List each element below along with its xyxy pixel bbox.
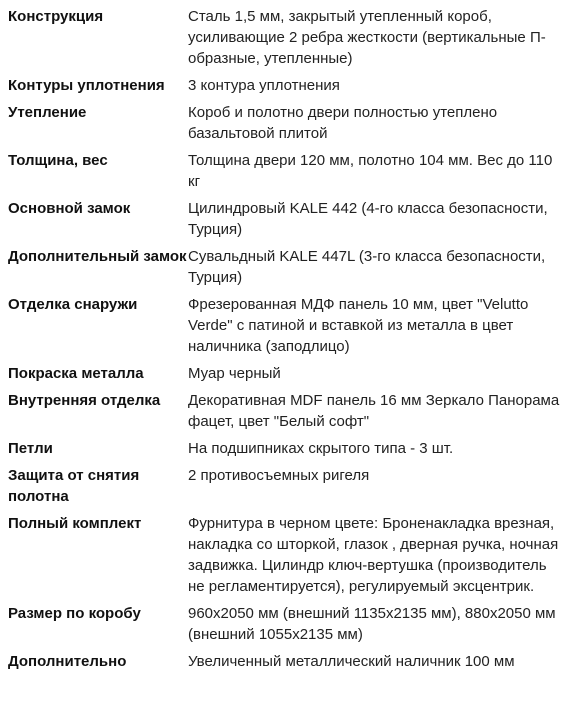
spec-value: Увеличенный металлический наличник 100 мм (188, 653, 515, 670)
spec-row-outer-finish (0, 294, 576, 357)
spec-value: Сталь 1,5 мм, закрытый утепленный короб, усиливающие 2 ребра жесткости (вертикальные П-образные, утепленные) (188, 8, 546, 67)
spec-value: 2 противосъемных ригеля (188, 467, 370, 484)
spec-label: Толщина, вес (8, 152, 108, 169)
spec-value: Муар черный (188, 365, 281, 382)
spec-value: На подшипниках скрытого типа - 3 шт. (188, 440, 454, 457)
spec-value: 3 контура уплотнения (188, 77, 340, 94)
spec-label: Петли (8, 440, 53, 457)
spec-value: Фрезерованная МДФ панель 10 мм, цвет "Velutto Verde" с патиной и вставкой из металла в цвет наличника (заподлицо) (188, 296, 529, 355)
spec-row-thickness-weight (0, 150, 576, 192)
spec-label: Полный комплект (8, 515, 142, 532)
spec-label: Размер по коробу (8, 605, 141, 622)
spec-row-anti-removal (0, 465, 576, 507)
spec-row-frame-size (0, 603, 576, 645)
spec-row-full-kit (0, 513, 576, 597)
spec-label: Покраска металла (8, 365, 144, 382)
spec-row-insulation (0, 102, 576, 144)
spec-label: Основной замок (8, 200, 131, 217)
spec-value: Короб и полотно двери полностью утеплено базальтовой плитой (188, 104, 498, 142)
spec-label: Утепление (8, 104, 87, 121)
spec-label: Защита от снятия полотна (8, 467, 140, 505)
spec-row-extra-lock (0, 246, 576, 288)
spec-label: Конструкция (8, 8, 104, 25)
spec-label: Отделка снаружи (8, 296, 138, 313)
spec-row-metal-paint (0, 363, 576, 384)
spec-value: Сувальдный KALE 447L (3-го класса безопасности, Турция) (188, 248, 546, 286)
spec-row-main-lock (0, 198, 576, 240)
spec-value: Толщина двери 120 мм, полотно 104 мм. Вес до 110 кг (188, 152, 553, 190)
spec-label: Дополнительный замок (8, 248, 187, 265)
spec-label: Внутренняя отделка (8, 392, 161, 409)
spec-value: 960х2050 мм (внешний 1135х2135 мм), 880х2050 мм (внешний 1055х2135 мм) (188, 605, 556, 643)
spec-row-additional (0, 651, 576, 672)
spec-row-hinges (0, 438, 576, 459)
spec-label: Дополнительно (8, 653, 127, 670)
spec-value: Цилиндровый KALE 442 (4-го класса безопасности, Турция) (188, 200, 548, 238)
spec-value: Фурнитура в черном цвете: Броненакладка врезная, накладка со шторкой, глазок , дверная ручка, ночная задвижка. Цилиндр ключ-вертушка (производитель не регламентируется), регулируемый эксцентрик. (188, 515, 559, 595)
spec-row-seal-contours (0, 75, 576, 96)
spec-value: Декоративная MDF панель 16 мм Зеркало Панорама фацет, цвет "Белый софт" (188, 392, 560, 430)
spec-row-construction (0, 6, 576, 69)
spec-row-inner-finish (0, 390, 576, 432)
spec-label: Контуры уплотнения (8, 77, 165, 94)
